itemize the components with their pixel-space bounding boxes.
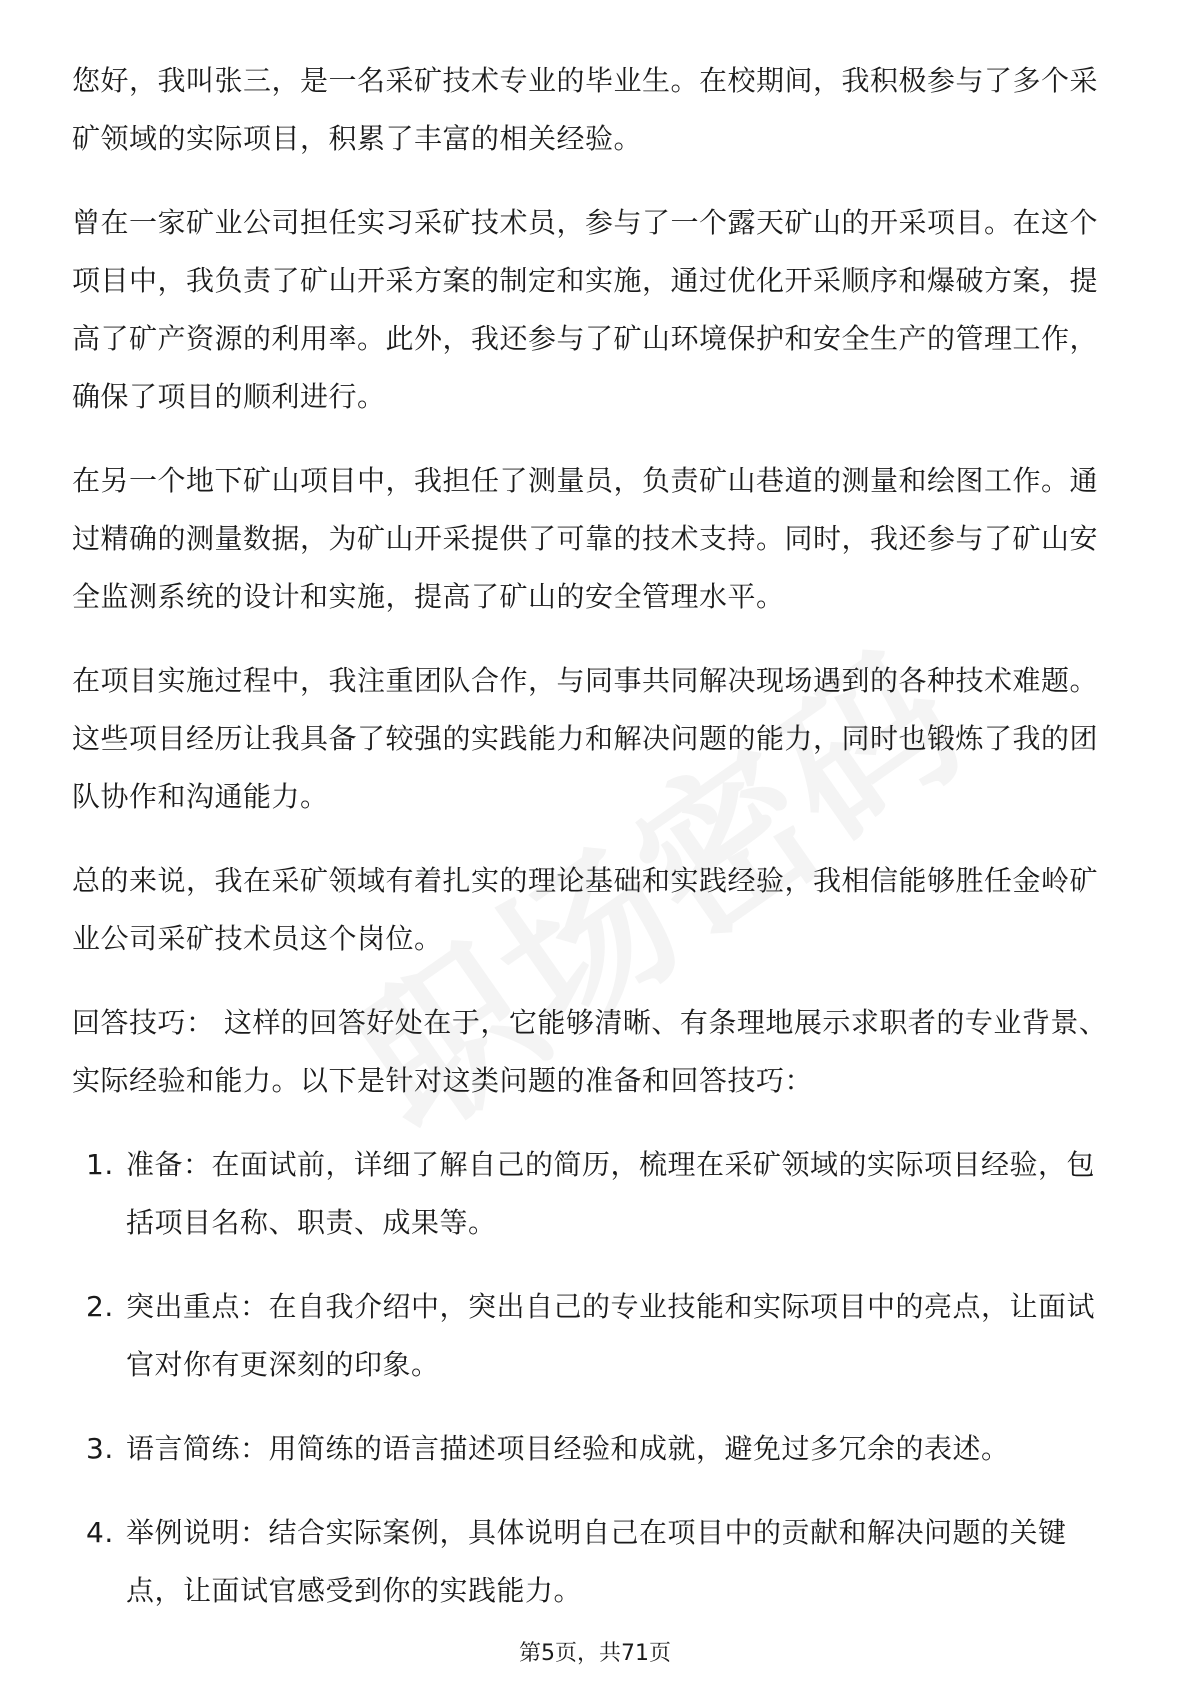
- list-text: 举例说明：结合实际案例，具体说明自己在项目中的贡献和解决问题的关键点，让面试官感受到你的实践能力。: [126, 1516, 1067, 1607]
- list-number: 3.: [86, 1432, 114, 1465]
- list-text: 准备：在面试前，详细了解自己的简历，梳理在采矿领域的实际项目经验，包括项目名称、职责、成果等。: [126, 1148, 1096, 1239]
- list-item: [72, 1420, 1122, 1478]
- list-item: [72, 1278, 1122, 1394]
- paragraph-open-pit-project: 曾在一家矿业公司担任实习采矿技术员，参与了一个露天矿山的开采项目。在这个项目中，我负责了矿山开采方案的制定和实施，通过优化开采顺序和爆破方案，提高了矿产资源的利用率。此外，我还参与了矿山环境保护和安全生产的管理工作，确保了项目的顺利进行。: [72, 206, 1099, 413]
- list-number: 1.: [86, 1148, 114, 1181]
- list-text: 语言简练：用简练的语言描述项目经验和成就，避免过多冗余的表述。: [126, 1432, 1010, 1465]
- list-number: 4.: [86, 1516, 114, 1549]
- paragraph-underground-project: 在另一个地下矿山项目中，我担任了测量员，负责矿山巷道的测量和绘图工作。通过精确的测量数据，为矿山开采提供了可靠的技术支持。同时，我还参与了矿山安全监测系统的设计和实施，提高了矿山的安全管理水平。: [72, 464, 1099, 613]
- list-number: 2.: [86, 1290, 114, 1323]
- tips-list: [72, 1136, 1122, 1620]
- paragraph-answer-tips: 回答技巧： 这样的回答好处在于，它能够清晰、有条理地展示求职者的专业背景、实际经验和能力。以下是针对这类问题的准备和回答技巧：: [72, 1006, 1108, 1097]
- page-footer: 第5页，共71页: [519, 1641, 671, 1666]
- list-text: 突出重点：在自我介绍中，突出自己的专业技能和实际项目中的亮点，让面试官对你有更深刻的印象。: [126, 1290, 1096, 1381]
- paragraph-teamwork: 在项目实施过程中，我注重团队合作，与同事共同解决现场遇到的各种技术难题。这些项目经历让我具备了较强的实践能力和解决问题的能力，同时也锻炼了我的团队协作和沟通能力。: [72, 664, 1099, 813]
- paragraph-intro: 您好，我叫张三，是一名采矿技术专业的毕业生。在校期间，我积极参与了多个采矿领域的实际项目，积累了丰富的相关经验。: [72, 64, 1099, 155]
- list-item: [72, 1504, 1122, 1620]
- list-item: [72, 1136, 1122, 1252]
- paragraph-summary: 总的来说，我在采矿领域有着扎实的理论基础和实践经验，我相信能够胜任金岭矿业公司采矿技术员这个岗位。: [72, 864, 1099, 955]
- document-body: [72, 52, 1122, 1646]
